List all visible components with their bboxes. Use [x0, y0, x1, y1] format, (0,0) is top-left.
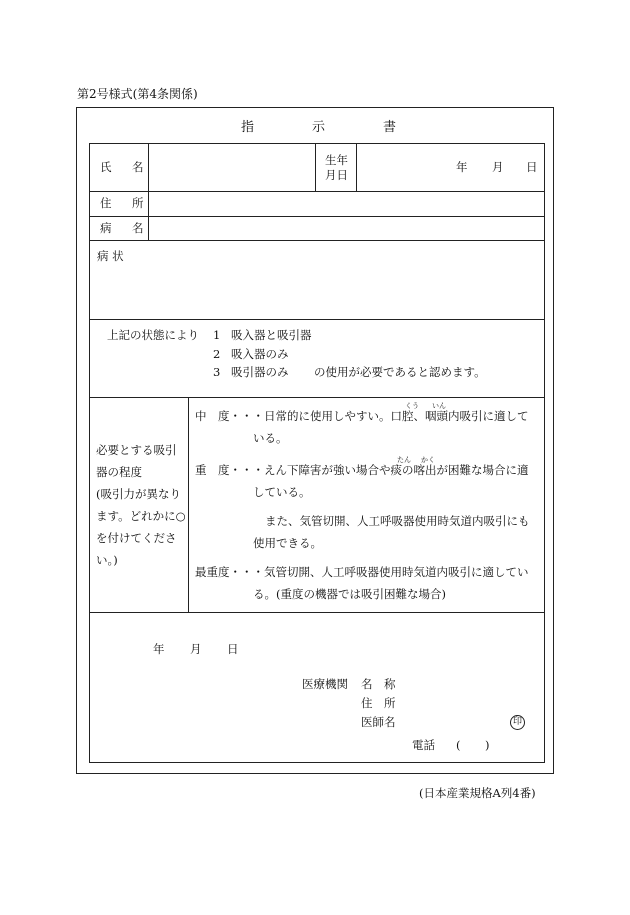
birth-year-label: 年 — [456, 160, 468, 174]
option-2-number: 2 — [213, 347, 221, 361]
level-label-line-6: い。) — [96, 553, 118, 567]
institution-name-label: 名 称 — [361, 677, 396, 691]
option-3-text[interactable]: 吸引器のみ — [231, 365, 289, 379]
level-label-line-3: (吸引力が異なり — [96, 487, 181, 501]
address-field[interactable] — [150, 193, 543, 215]
ruby-tan: たん — [397, 456, 411, 464]
institution-address-field[interactable] — [405, 694, 535, 712]
issue-year-label: 年 — [153, 642, 165, 656]
symptoms-field[interactable] — [91, 266, 543, 317]
ruby-in: いん — [432, 402, 446, 410]
seal-mark: 印 — [510, 715, 525, 730]
option-3-number: 3 — [213, 365, 221, 379]
birth-date-field[interactable] — [358, 145, 543, 189]
institution-label: 医療機関 — [302, 677, 348, 691]
doctor-name-label: 医師名 — [361, 715, 396, 729]
disease-label-a: 病 — [100, 221, 112, 235]
level-medium-line-1[interactable]: 中 度・・・日常的に使用しやすい。口腔、咽頭内吸引に適して — [195, 409, 529, 423]
level-heavy-line-1[interactable]: 重 度・・・えん下障害が強い場合や痰の喀出が困難な場合に適 — [195, 463, 529, 477]
level-label-line-5: を付けてくださ — [96, 531, 177, 545]
birth-month-label: 月 — [492, 160, 504, 174]
birth-day-label: 日 — [526, 160, 538, 174]
phone-paren-close: ) — [485, 738, 490, 752]
level-label-line-1: 必要とする吸引 — [96, 443, 177, 457]
title-char-1: 指 — [241, 120, 255, 135]
birth-label-bottom: 月日 — [325, 168, 348, 182]
title-char-2: 示 — [312, 120, 326, 135]
form-label: 第2号様式(第4条関係) — [77, 87, 198, 101]
disease-label-b: 名 — [132, 221, 144, 235]
title-char-3: 書 — [383, 120, 397, 135]
name-label-a: 氏 — [100, 160, 112, 174]
issue-day-label: 日 — [227, 642, 239, 656]
address-label-a: 住 — [100, 196, 112, 210]
option-1-text[interactable]: 吸入器と吸引器 — [231, 328, 312, 342]
disease-field[interactable] — [150, 218, 543, 239]
name-label-b: 名 — [132, 160, 144, 174]
issue-month-label: 月 — [190, 642, 202, 656]
level-label-line-2: 器の程度 — [96, 465, 142, 479]
phone-area-field[interactable] — [462, 737, 482, 753]
level-severe-line-2: る。(重度の機器では吸引困難な場合) — [253, 587, 446, 601]
symptoms-label: 病 状 — [97, 249, 124, 263]
ruby-kuu: くう — [405, 402, 419, 410]
level-heavy-line-4: 使用できる。 — [253, 536, 322, 550]
level-label-line-4: ます。どれかに○ — [96, 509, 186, 523]
option-1-number: 1 — [213, 328, 221, 342]
name-field[interactable] — [150, 145, 313, 189]
state-intro: 上記の状態により — [107, 328, 199, 342]
level-heavy-line-3: また、気管切開、人工呼吸器使用時気道内吸引にも — [265, 514, 530, 528]
doctor-name-field[interactable] — [405, 713, 505, 731]
level-medium-line-2: いる。 — [253, 431, 288, 445]
phone-paren-open: ( — [456, 738, 461, 752]
address-label-b: 所 — [132, 196, 144, 210]
phone-label: 電話 — [412, 738, 435, 752]
birth-label-top: 生年 — [325, 153, 348, 167]
institution-address-label: 住 所 — [361, 696, 396, 710]
level-severe-line-1[interactable]: 最重度・・・気管切開、人工呼吸器使用時気道内吸引に適してい — [195, 565, 529, 579]
standard-note: (日本産業規格A列4番) — [419, 786, 536, 800]
level-heavy-line-2: している。 — [253, 485, 311, 499]
ruby-kaku: かく — [421, 456, 435, 464]
state-suffix: の使用が必要であると認めます。 — [314, 365, 486, 379]
institution-name-field[interactable] — [405, 675, 535, 693]
option-2-text[interactable]: 吸入器のみ — [231, 347, 289, 361]
